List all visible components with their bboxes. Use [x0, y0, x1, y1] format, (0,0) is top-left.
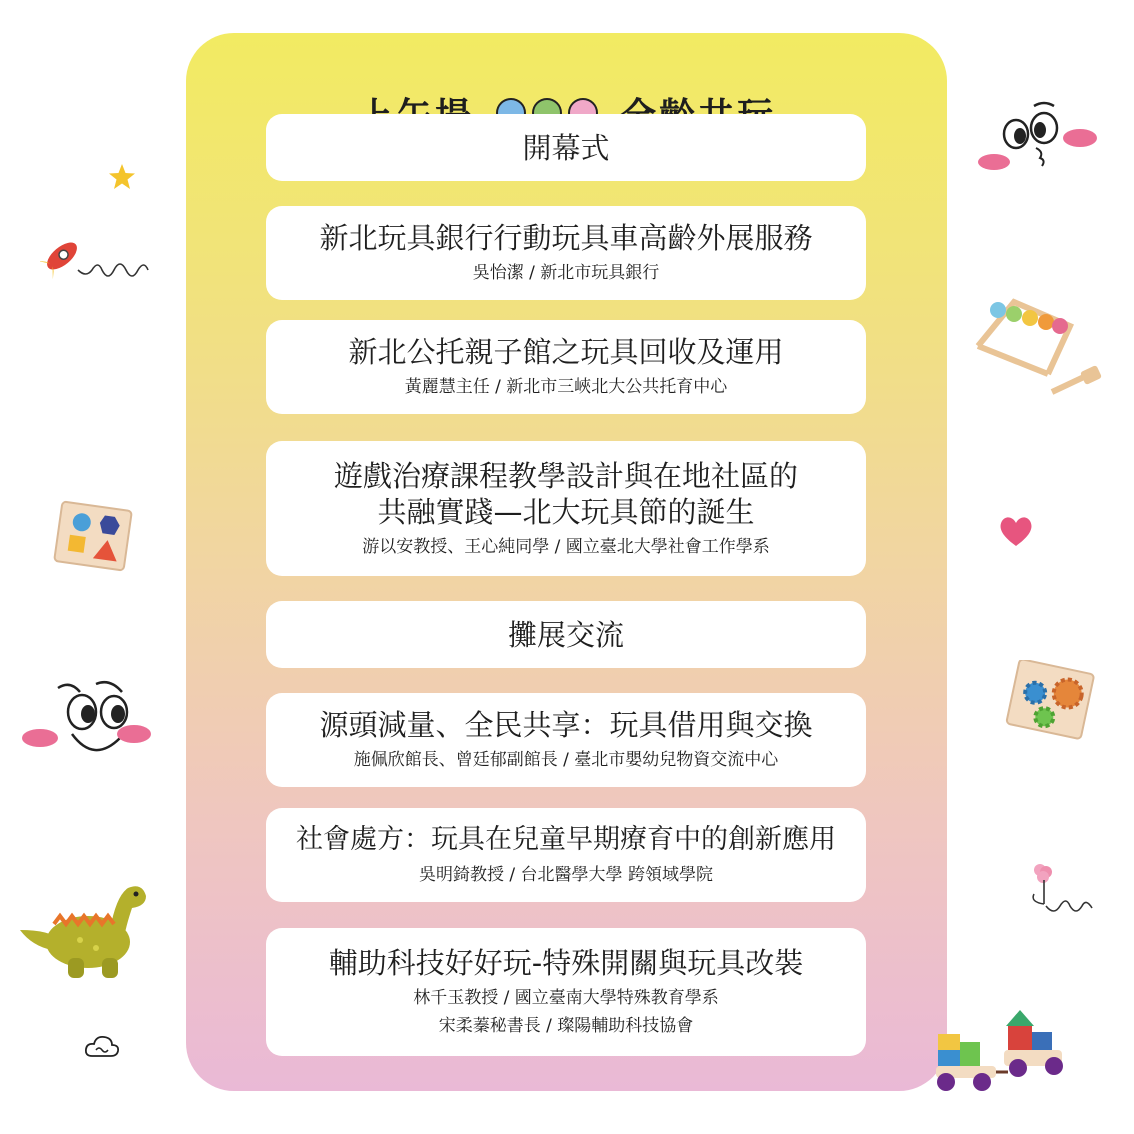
session-speakers: 黃麗慧主任 / 新北市三峽北大公共托育中心: [404, 377, 728, 397]
cartoon-face-icon: [18, 676, 153, 768]
session-title-line-2: 共融實踐—北大玩具節的誕生: [377, 494, 755, 529]
gear-board-icon: [1004, 660, 1096, 740]
flower-icon: [1024, 860, 1094, 918]
session-speakers-line-2: 宋柔蓁秘書長 / 璨陽輔助科技協會: [438, 1016, 694, 1036]
toy-train-icon: [932, 1004, 1076, 1096]
rocket-icon: [40, 230, 155, 295]
session-card: [266, 808, 866, 902]
session-title: 新北玩具銀行行動玩具車高齡外展服務: [319, 221, 813, 255]
session-title: 開幕式: [522, 130, 610, 165]
session-title: 輔助科技好好玩-特殊開關與玩具改裝: [328, 946, 804, 980]
session-title: 攤展交流: [507, 617, 624, 652]
session-card: [266, 320, 866, 414]
session-card: [266, 693, 866, 787]
session-title: 源頭減量、全民共享：玩具借用與交換: [319, 708, 813, 742]
session-card: [266, 441, 866, 576]
session-title: 新北公托親子館之玩具回收及運用: [348, 335, 784, 369]
session-card: [266, 206, 866, 300]
session-speakers: 游以安教授、王心純同學 / 國立臺北大學社會工作學系: [362, 536, 770, 557]
session-card-opening: [266, 114, 866, 181]
session-speakers: 吳怡潔 / 新北市玩具銀行: [472, 263, 660, 283]
cloud-icon: [84, 1034, 120, 1060]
session-speakers: 施佩欣館長、曾廷郁副館長 / 臺北市嬰幼兒物資交流中心: [353, 750, 779, 770]
session-card-exhibition: [266, 601, 866, 668]
winking-face-icon: [978, 98, 1100, 178]
session-speakers: 林千玉教授 / 國立臺南大學特殊教育學系: [413, 988, 719, 1008]
session-speakers: 吳明錡教授 / 台北醫學大學 跨領域學院: [419, 865, 713, 885]
dinosaur-icon: [18, 880, 150, 985]
heart-icon: [998, 514, 1034, 548]
session-title: 社會處方：玩具在兒童早期療育中的創新應用: [296, 824, 836, 855]
shape-puzzle-icon: [52, 500, 134, 572]
session-title-line-1: 遊戲治療課程教學設計與在地社區的: [333, 458, 798, 493]
xylophone-icon: [974, 296, 1106, 404]
star-icon: [108, 163, 136, 191]
session-card: [266, 928, 866, 1056]
